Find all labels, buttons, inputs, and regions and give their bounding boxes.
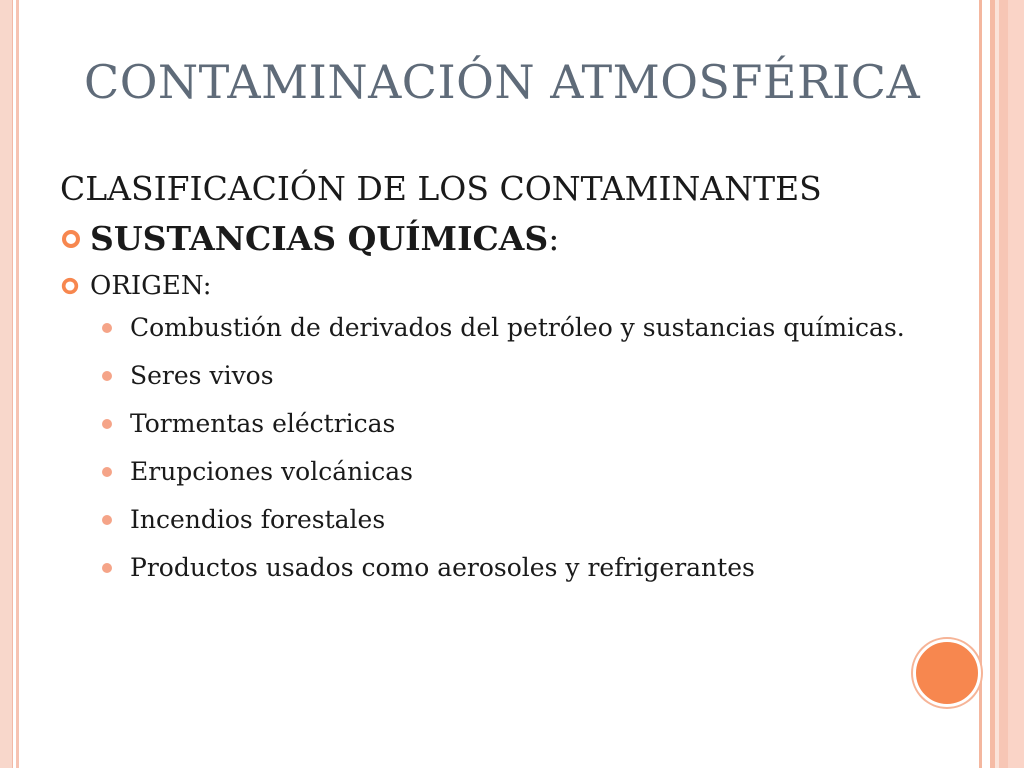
left-decorative-edge xyxy=(0,0,13,768)
left-decorative-line xyxy=(16,0,19,768)
list-item xyxy=(102,360,940,391)
bullet-sustancias-quimicas xyxy=(60,216,940,262)
bullet-origen xyxy=(60,266,940,306)
dot-bullet-icon xyxy=(102,515,112,525)
bullet-label: ORIGEN: xyxy=(90,271,212,301)
bullet-label: SUSTANCIAS QUÍMICAS xyxy=(90,219,549,258)
dot-bullet-icon xyxy=(102,467,112,477)
right-decorative-stripes xyxy=(972,0,1024,768)
stripe xyxy=(1008,0,1024,768)
list-item-text: Erupciones volcánicas xyxy=(130,457,413,486)
slide-title: CONTAMINACIÓN ATMOSFÉRICA xyxy=(84,55,921,109)
origen-list xyxy=(102,312,940,583)
list-item xyxy=(102,312,940,343)
list-item-text: Productos usados como aerosoles y refrigerantes xyxy=(130,553,755,582)
ring-bullet-icon xyxy=(60,228,82,250)
list-item xyxy=(102,408,940,439)
list-item xyxy=(102,504,940,535)
orange-circle-icon xyxy=(913,639,981,707)
stripe xyxy=(982,0,990,768)
list-item-text: Tormentas eléctricas xyxy=(130,409,396,438)
list-item-text: Incendios forestales xyxy=(130,505,386,534)
dot-bullet-icon xyxy=(102,371,112,381)
dot-bullet-icon xyxy=(102,563,112,573)
list-item xyxy=(102,552,940,583)
dot-bullet-icon xyxy=(102,323,112,333)
dot-bullet-icon xyxy=(102,419,112,429)
list-item-text: Seres vivos xyxy=(130,361,274,390)
bullet-label-suffix: : xyxy=(548,219,560,258)
subheading: CLASIFICACIÓN DE LOS CONTAMINANTES xyxy=(60,169,822,208)
slide-content xyxy=(60,166,940,600)
list-item-text: Combustión de derivados del petróleo y sustancias químicas. xyxy=(130,313,905,342)
ring-bullet-icon xyxy=(60,276,80,296)
list-item xyxy=(102,456,940,487)
stripe xyxy=(999,0,1008,768)
